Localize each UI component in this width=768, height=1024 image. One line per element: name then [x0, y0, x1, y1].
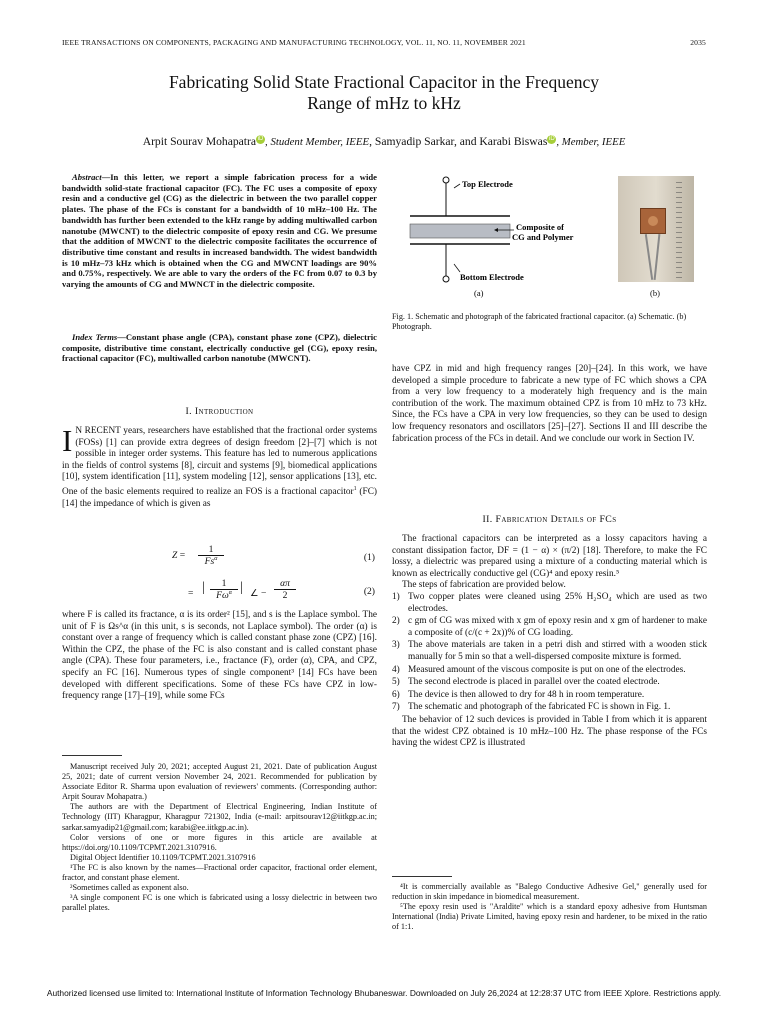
right-paragraph-1: have CPZ in mid and high frequency ranges [20]–[24]. In this work, we have developed a simple procedure to fabricate a new type of FC which shows a CPA from a very low frequency to a moderately high frequency and is the main contribution of the work. The maximum obtained CPZ is from 10 mHz to 73 kHz. Since, the FCs have a CPA in very low frequencies, so they can be used to design low frequency resonators and oscillators [25]–[27]. Sections II and III describe the fabrication process of the FCs in detail. And we conclude our work in Section IV. — [392, 364, 707, 444]
author-3-role: , Member, IEEE — [556, 136, 626, 148]
list-item: 6) The device is then allowed to dry for 48 h in room temperature. — [392, 689, 645, 700]
fabrication-section: The fractional capacitors can be interpreted as a lossy capacitors having a constant dissipation factor, DF = (1 − α) × (π/2) [18]. Therefore, to make the FC lossy, a dielectric was prepared using a mixture of a conducting material which is known as electrically conductive gel (CG)⁴ and epoxy resin.⁵ The steps of fabrication are provided below. 1) Two copper plates were cleaned using 25% H₂SO₄ which are used as two electrodes. 2) c gm of CG was mixed with x gm of epoxy resin and x gm of hardener to make a composite of (c/(c + 2x))% of CG loading. 3) The above materials are taken in a petri dish and stirred with a wooden stick manually for 5 min so that a well-dispersed composite mixture is formed. 4) Measured amount of the viscous composite is put on one of the electrodes. 5) The second electrode is placed in parallel over the coated electrode. 6) The device is then allowed to dry for 48 h in room temperature. 7) The schematic and photograph of the fabricated FC is shown in Fig. 1. The behavior of 12 such devices is provided in Table I from which it is apparent that the widest CPZ obtained is 10 mHz–100 Hz. The phase response of the FCs having the widest CPZ is illustrated — [392, 534, 707, 749]
section-heading-introduction: I. Introduction — [185, 406, 254, 417]
bottom-electrode-label: Bottom Electrode — [460, 272, 524, 282]
list-item: 5) The second electrode is placed in parallel over the coated electrode. — [392, 677, 660, 688]
equation-number: (2) — [363, 586, 375, 597]
subfigure-a-label: (a) — [474, 288, 484, 298]
fabrication-steps — [392, 592, 707, 714]
author-2-3: , Samyadip Sarkar, and Karabi Biswas — [369, 135, 548, 148]
list-item: 3) The above materials are taken in a petri dish and stirred with a wooden stick manually for 5 min so that a well-dispersed composite mixture is formed. — [392, 640, 707, 662]
list-item: 7) The schematic and photograph of the fabricated FC is shown in Fig. 1. — [392, 702, 671, 713]
drop-cap: I — [62, 423, 73, 458]
author-line — [60, 135, 708, 148]
figure-caption: Fig. 1. Schematic and photograph of the fabricated fractional capacitor. (a) Schematic. (b) Photograph. — [392, 312, 687, 332]
top-electrode-label: Top Electrode — [462, 179, 513, 189]
schematic-diagram — [402, 172, 602, 298]
subfigure-b-label: (b) — [650, 288, 660, 298]
author-1-role: , Student Member, IEEE — [265, 136, 370, 148]
copper-plate — [640, 208, 666, 234]
equation-number: (1) — [363, 552, 375, 563]
footnote-rule — [392, 876, 452, 877]
manuscript-info: Manuscript received July 20, 2021; accepted August 21, 2021. Date of publication August 25, 2021; date of current version November 24, 2021. Recommended for publication by Associate Editor R. Sharma upon evaluation of reviewers' comments. (Corresponding author: Arpit Sourav Mohapatra.) The authors are with the Department of Electrical Engineering, Indian Institute of Technology (IIT) Kharagpur, Kharagpur 721302, India (e-mail: arpitsourav12@iitkgp.ac.in; sarkar.samyadip21@gmail.com; karabi@ee.iitkgp.ac.in). Color versions of one or more figures in this article are available at https://doi.org/10.1109/TCPMT.2021.3107916. Digital Object Identifier 10.1109/TCPMT.2021.3107916 ¹The FC is also known by the names—Fractional order capacitor, fractional order element, fractor, and constant phase element. ²Sometimes called as exponent also. ³A single component FC is one which is fabricated using a lossy dielectric in between two parallel plates. — [62, 762, 377, 913]
page-number: 2035 — [690, 38, 706, 47]
list-item: 4) Measured amount of the viscous composite is put on one of the electrodes. — [392, 664, 686, 675]
section-heading-fabrication: II. Fabrication Details of FCs — [482, 514, 617, 525]
paper-title: Fabricating Solid State Fractional Capacitor in the Frequency Range of mHz to kHz — [168, 72, 600, 113]
running-header — [62, 38, 706, 47]
journal-name: IEEE TRANSACTIONS ON COMPONENTS, PACKAGING AND MANUFACTURING TECHNOLOGY, VOL. 11, NO. 11, NOVEMBER 2021 — [62, 38, 526, 47]
footnote-rule — [62, 755, 122, 756]
index-terms: Index Terms—Constant phase angle (CPA), constant phase zone (CPZ), dielectric composite, distributive time constant, electrically conductive gel (CG), epoxy resin, fractional capacitor (FC), multiwalled carbon nanotube (MWCNT). — [62, 332, 377, 364]
composite-label-1: Composite of — [516, 222, 564, 232]
orcid-icon[interactable]: iD — [257, 136, 264, 143]
list-item: 1) Two copper plates were cleaned using 25% H₂SO₄ which are used as two electrodes. — [392, 591, 707, 614]
intro-paragraph-1: I N RECENT years, researchers have established that the fractional order systems (FOSs) [1] can provide extra degrees of design freedom [2]–[7] which is not possible in integer order systems. This feature has led to numerous applications in the fields of control systems [8], circuit and systems [9], biomedical applications [10], system identification [11], system modeling [12], sensor applications [13], etc. One of the basic elements required to realize an FOS is a fractional capacitor$^1$ (FC) [14] the impedance of which is given as — [62, 423, 377, 509]
orcid-icon[interactable]: iD — [548, 136, 555, 143]
download-notice: Authorized licensed use limited to: International Institute of Information Technology Bhubaneswar. Downloaded on July 26,2024 at 12:28:37 UTC from IEEE Xplore. Restrictions apply. — [46, 988, 722, 998]
author-1: Arpit Sourav Mohapatra — [142, 135, 257, 148]
footnotes-right: ⁴It is commercially available as "Balego Conductive Adhesive Gel," generally used for reduction in skin impedance in biomedical measurement. ⁵The epoxy resin used is "Araldite" which is a standard epoxy adhesive from Huntsman International (India) Private Limited, having epoxy resin and hardener, to be mixed in the ratio of 1:1. — [392, 882, 707, 932]
abstract: Abstract—In this letter, we report a simple fabrication process for a wide bandwidth solid-state fractional capacitor (FC). The FC uses a composite of epoxy resin and a conductive gel (CG) as the dielectric in between the two parallel copper plates. The phase of the FCs is constant for a bandwidth of 10 mHz–100 Hz. The bandwidth has further been extended to the kHz range by adding multiwalled carbon nanotube (MWCNT) to the dielectric composite of epoxy resin and CG. We presume that the addition of MWCNT to the dielectric composite facilitates the occurrence of distributive time constant and results in increased bandwidth. The widest bandwidth is 10 mHz–73 kHz which is obtained when the CG and MWCNT loadings are 90% and 0.75%, respectively. We are able to vary the orders of the FC from 0.07 to 0.3 by varying the amounts of CG and MWNCT in the dielectric composite. — [62, 172, 377, 290]
equation-block: Z = 1 $Fs^\alpha$ (1) = | 1 $F\omega^\alpha$ | ∠ − απ 2 (2) — [172, 544, 375, 602]
list-item: 2) c gm of CG was mixed with x gm of epoxy resin and x gm of hardener to make a composite of (c/(c + 2x))% of CG loading. — [392, 616, 707, 638]
capacitor-photograph — [618, 176, 694, 282]
intro-paragraph-2: where F is called its fractance, α is its order² [15], and s is the Laplace symbol. The unit of F is Ωs^α (in this unit, s is seconds, not Laplace symbol). The order (α) is constant over a range of frequency which is called constant phase zone (CPZ) [16]. Within the CPZ, the phase of the FC is also constant and is called constant phase angle (CPA). These four parameters, i.e., fractance (F), order (α), CPA, and CPZ, specify an FC [16]. Numerous types of single component³ [14] FCs have been developed with different specifications. Some of these FCs have CPZ in low-frequency range [17]–[19], while some FCs — [62, 610, 377, 702]
composite-label-2: CG and Polymer — [512, 232, 574, 242]
figure-1 — [392, 172, 707, 310]
